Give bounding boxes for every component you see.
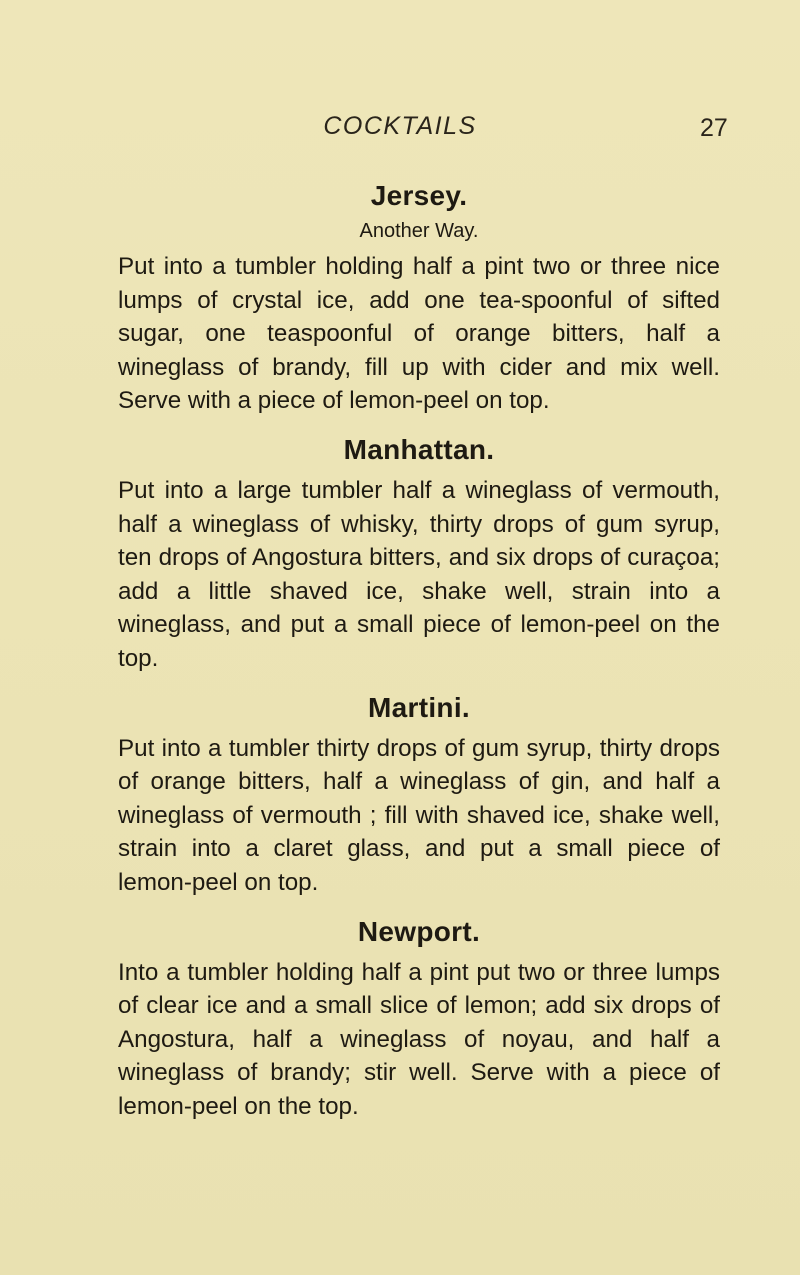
recipe-body: Into a tumbler holding half a pint put two or three lumps of clear ice and a small slice of lemon; add six drops of Angostura, half a wineglass of noyau, and half a wineglass of brandy; stir well. Serve with a piece of lemon-peel on the top. [118, 958, 720, 1120]
recipe-martini [118, 690, 720, 900]
recipe-newport [118, 914, 720, 1124]
page-header [0, 112, 800, 152]
recipe-subtitle: Another Way. [359, 220, 479, 242]
recipe-title: Jersey. [370, 180, 468, 211]
recipe-body: Put into a large tumbler half a wineglass of vermouth, half a wineglass of whisky, thirty drops of gum syrup, ten drops of Angostura bitters, and six drops of curaçoa; add a little shaved ice, shake well, strain into a wineglass, and put a small piece of lemon-peel on the top. [118, 476, 720, 672]
recipe-title: Newport. [357, 915, 481, 947]
recipe-jersey [118, 178, 720, 418]
page-content [118, 178, 720, 1137]
page-number: 27 [700, 114, 728, 142]
recipe-title: Manhattan. [343, 433, 495, 465]
recipe-title: Martini. [368, 691, 470, 723]
recipe-body: Put into a tumbler thirty drops of gum syrup, thirty drops of orange bitters, half a wineglass of gin, and half a wineglass of vermouth ; fill with shaved ice, shake well, strain into a claret glass, and put a small piece of lemon-peel on top. [118, 734, 720, 896]
running-title: COCKTAILS [323, 112, 477, 140]
recipe-body: Put into a tumbler holding half a pint two or three nice lumps of crystal ice, add one tea-spoonful of sifted sugar, one teaspoonful of orange bitters, half a wineglass of brandy, fill up with cider and mix well. Serve with a piece of lemon-peel on top. [118, 253, 720, 415]
recipe-manhattan [118, 432, 720, 676]
